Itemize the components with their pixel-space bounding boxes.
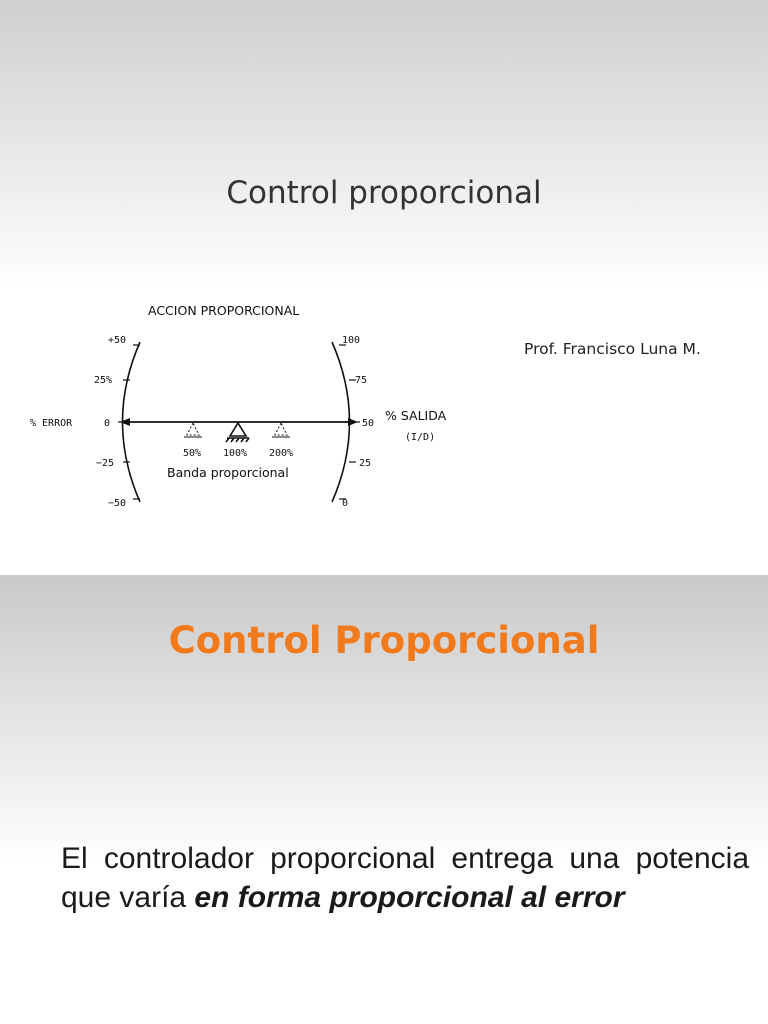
proportional-action-diagram [20,290,470,520]
output-axis-sublabel: (I/D) [405,432,436,443]
band-label: Banda proporcional [167,465,289,480]
error-tick-label: 0 [104,418,111,429]
slide-title: Control proporcional [226,175,542,211]
error-tick-label: −25 [96,458,115,469]
output-tick-label: 0 [342,498,349,509]
author-name: Prof. Francisco Luna M. [524,340,701,358]
band-value-label: 200% [269,448,294,459]
output-tick-label: 25 [359,458,372,469]
output-tick-label: 50 [362,418,375,429]
body-text: El controlador proporcional entrega una potencia que varía [61,842,749,914]
output-tick-label: 100 [342,335,361,346]
slide-2 [0,575,768,1024]
output-axis-label: % SALIDA [385,408,447,423]
error-tick-label: +50 [108,335,127,346]
right-arrow-icon [348,418,358,426]
pivot-100-icon [226,423,249,442]
output-tick-label: 75 [355,375,368,386]
error-axis-label: % ERROR [30,418,73,429]
diagram-heading: ACCION PROPORCIONAL [148,303,300,318]
slide-title: Control Proporcional [168,619,600,662]
pivot-50-icon [184,423,202,437]
body-paragraph [61,839,749,917]
error-tick-label: −50 [108,498,127,509]
error-tick-label: 25% [94,375,113,386]
band-value-label: 50% [183,448,202,459]
band-value-label: 100% [223,448,248,459]
left-arrow-icon [120,418,130,426]
pivot-200-icon [272,423,290,437]
body-emphasis: en forma proporcional al error [194,881,625,914]
